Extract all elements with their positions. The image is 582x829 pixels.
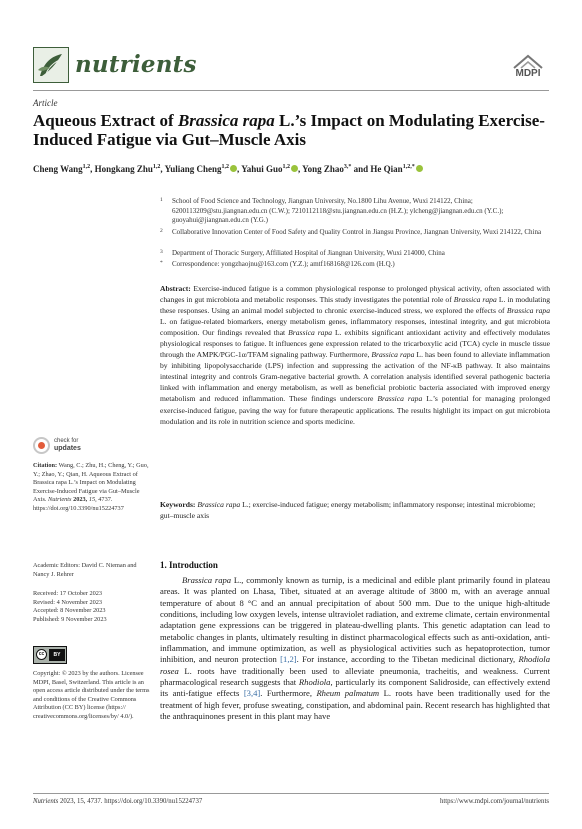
header-divider: [33, 90, 549, 91]
author-and: and: [353, 164, 369, 174]
check-updates-icon: [33, 437, 50, 454]
affiliation-text: Department of Thoracic Surgery, Affiliated Hospital of Jiangnan University, Wuxi 214000, China: [172, 249, 445, 257]
abstract-label: Abstract:: [160, 284, 191, 293]
cc-icon: cc: [36, 649, 47, 660]
text-run: L. exhibits significant antioxidant activity and effectively modulates physiological responses to fatigue. It influences gene expression related to the tricarboxylic acid (TCA) cycle in muscle tissue through the AMPK/PGC-1α/TFAM signaling pathway. Furthermore,: [160, 328, 550, 360]
species-name: Rheum palmatum: [316, 688, 380, 699]
species-name: Brassica rapa: [377, 394, 423, 404]
date-item: Revised: 4 November 2023: [33, 598, 103, 606]
dates-block: [33, 590, 151, 624]
keywords-label: Keywords:: [160, 500, 196, 509]
author-name[interactable]: Hongkang Zhu: [94, 164, 153, 174]
citation-text: Wang, C.; Zhu, H.; Cheng, Y.; Guo, Y.; Zhao, Y.; Qian, H. Aqueous Extract of Brassica rapa L.’s Impact on Modulating Exercise-Induced Fatigue via Gut–Muscle Axis.: [33, 462, 149, 504]
affiliation-item: [160, 249, 550, 259]
author-name[interactable]: Yong Zhao: [302, 164, 344, 174]
mdpi-logo[interactable]: [508, 54, 548, 82]
section-heading: 1. Introduction: [160, 560, 218, 570]
text-run: . Furthermore,: [260, 688, 317, 699]
citation-journal: Nutrients: [46, 496, 72, 504]
date-item: Received: 17 October 2023: [33, 590, 103, 597]
check-for-updates-button[interactable]: [33, 437, 93, 457]
species-name: Brassica rapa: [288, 328, 333, 338]
species-name: Rhodiola rosea: [160, 654, 550, 676]
text-run: L. on fatigue-related biomarkers, energy metabolism genes, inflammatory responses, intestinal integrity, and gut microbiota composition. Our findings revealed that: [160, 317, 550, 338]
mdpi-label: MDPI: [515, 68, 541, 79]
reference-link[interactable]: [1,2]: [280, 654, 297, 665]
species-name: Brassica rapa: [453, 295, 497, 305]
orcid-icon[interactable]: [291, 165, 298, 172]
author-affiliation-marker: 1,2: [282, 164, 290, 170]
species-name: Brassica rapa: [182, 575, 232, 585]
species-name: Brassica rapa: [197, 500, 241, 509]
affiliation-item: [160, 197, 550, 226]
copyright-text: Copyright: © 2023 by the authors. Licensee MDPI, Basel, Switzerland. This article is an open access article distributed under the terms and conditions of the Creative Commons Attribution (CC BY) license (https:// creativecommons.org/licenses/by/ 4.0/).: [33, 670, 150, 720]
affiliation-text: School of Food Science and Technology, Jiangnan University, No.1800 Lihu Avenue, Wuxi 214122, China; 6200113209@stu.jiangnan.edu.cn (C.W.); 7210112118@stu.jiangnan.edu.cn (H.Z.); ylcheng@jiangnan.edu.cn (Y.C.); guoyahui@jiangnan.edu.cn (Y.G.): [172, 197, 504, 224]
citation-label: Citation:: [33, 462, 58, 469]
affiliation-number: 2: [160, 228, 163, 234]
species-name: Brassica rapa: [506, 306, 550, 316]
affiliation-number: 3: [160, 249, 163, 255]
by-icon: BY: [49, 649, 65, 661]
species-name: Brassica rapa: [371, 350, 415, 360]
text-run: L. in modulating these responses. Using an animal model subjected to chronic exercise-induced stress, we explored the effects of: [160, 295, 550, 316]
journal-logo-icon: [33, 47, 69, 83]
author-name[interactable]: Yahui Guo: [241, 164, 283, 174]
footer-journal: Nutrients: [33, 798, 59, 805]
author-name[interactable]: Cheng Wang: [33, 164, 83, 174]
affiliation-text: Correspondence: yongzhaojnu@163.com (Y.Z.); amtf168168@126.com (H.Q.): [172, 260, 395, 268]
title-part: Aqueous Extract of: [33, 111, 178, 130]
footer-divider: [33, 793, 549, 794]
keywords: [160, 499, 550, 521]
article-title: [33, 111, 549, 149]
author-affiliation-marker: 1,2: [152, 164, 161, 170]
affiliation-number: *: [160, 260, 163, 266]
text-run: , particularly its component Salidroside, can effectively extend its anti-fatigue effects: [160, 677, 550, 699]
title-species: Brassica rapa: [177, 111, 275, 130]
author-affiliation-marker: 3,*: [343, 164, 352, 170]
title-part: L.’s Impact on Modulating Exercise-Induced Fatigue via Gut–Muscle Axis: [33, 111, 545, 149]
citation-block: [33, 462, 151, 514]
footer-citation[interactable]: [33, 798, 202, 805]
author-list: Cheng Wang$^{1,2}$, Hongkang Zhu$^{1,2}$, Yuliang Cheng$^{1,2}$ , Yahui Guo$^{1,2}$ , Yong Zhao$^{3,*}$ and He Qian$^{1,2,*}$: [33, 161, 549, 175]
journal-name[interactable]: nutrients: [75, 51, 197, 78]
text-run: L.; exercise-induced fatigue; energy metabolism; inflammatory response; intestinal microbiome; gut–muscle axis: [160, 500, 536, 520]
footer-journal-url[interactable]: https://www.mdpi.com/journal/nutrients: [439, 798, 549, 805]
author-affiliation-marker: 1,2,*: [402, 164, 415, 170]
footer-doi: 2023, 15, 4737. https://doi.org/10.3390/nu15224737: [58, 798, 203, 805]
author-affiliation-marker: 1,2: [221, 164, 230, 170]
date-item: Accepted: 8 November 2023: [33, 607, 106, 615]
text-run: L. has been found to alleviate inflammation by inhibiting lipopolysaccharide (LPS) infection and suppressing the activation of the NF-κB pathway. It also maintains intestinal integrity and controls Gram-negative bacterial growth. A correlation analysis identified several pathogenic bacteria linked with inflammation and energy metabolism, as well as beneficial probiotic bacteria associated with improved energy metabolism and reduced inflammation. These findings underscore: [160, 350, 550, 404]
check-updates-line2: updates: [54, 445, 81, 452]
abstract: [160, 283, 550, 427]
author-affiliation-marker: 1,2: [82, 164, 91, 170]
check-updates-line1: check for: [54, 438, 79, 444]
citation-volume: 15,: [87, 496, 97, 504]
citation-rest[interactable]: 4737. https://doi.org/10.3390/nu15224737: [33, 496, 124, 512]
reference-link[interactable]: [3,4]: [243, 688, 261, 699]
text-run: . For instance, according to the Tibetan medicinal dictionary,: [296, 654, 519, 665]
text-run: L., commonly known as turnip, is a medicinal and edible plant primarily found in plateau areas. It was planted on Lhasa, Tibet, situated at an average altitude of 3800 m, with an average annual temperature of about 8 °C and an annual precipitation of about 500 mm. Due to the unique high-altitude conditions, including low oxygen levels, intense ultraviolet radiation, and extreme climate, certain environmental adaptation gene expressions can be triggered in plateau-dwelling plants. This genetic adaptation can lead to metabolic changes in plants, ultimately resulting in distinct pharmacological effects such as anti-oxidation, anti-inflammation, and immune optimization, as well as physiological activities such as hepatoprotection, tumor inhibition, and neuron protection: [160, 575, 550, 665]
affiliation-item: [160, 260, 550, 270]
text-run: L. roots have traditionally been used to alleviate pneumonia, tracheitis, and weakness. Current pharmacological research suggests that: [160, 665, 550, 688]
date-item: Published: 9 November 2023: [33, 615, 107, 623]
text-run: Exercise-induced fatigue is a common physiological response to prolonged physical activity, often associated with changes in gut microbiota and metabolic responses. This study investigates the potential role of: [160, 284, 550, 305]
introduction-text: [160, 575, 550, 722]
orcid-icon[interactable]: [230, 165, 237, 172]
affiliation-number: 1: [160, 197, 163, 203]
citation-year: 2023,: [71, 496, 88, 504]
article-type: Article: [33, 98, 58, 108]
affiliation-item: [160, 228, 550, 238]
cc-by-license-badge[interactable]: [33, 646, 67, 664]
author-name[interactable]: Yuliang Cheng: [164, 164, 222, 174]
species-name: Rhodiola: [298, 677, 331, 688]
author-name[interactable]: He Qian: [370, 164, 403, 174]
text-run: L. roots have been traditionally used for the treatment of high fever, profuse sweating, constipation, and abdominal pain. Recent research has highlighted that the anthraquinones present in this plant may have: [160, 688, 550, 722]
academic-editors: Academic Editors: David C. Nieman and Nancy J. Rehrer: [33, 562, 137, 578]
text-run: L.’s potential for managing prolonged exercise-induced fatigue, paving the way for future therapeutic applications. The results highlight its impact on gut microbiota modulation and its role in nutrition science and sports medicine.: [160, 394, 550, 426]
orcid-icon[interactable]: [416, 165, 423, 172]
affiliation-text: Collaborative Innovation Center of Food Safety and Quality Control in Jiangsu Province, Jiangnan University, Wuxi 214122, China: [172, 228, 542, 236]
